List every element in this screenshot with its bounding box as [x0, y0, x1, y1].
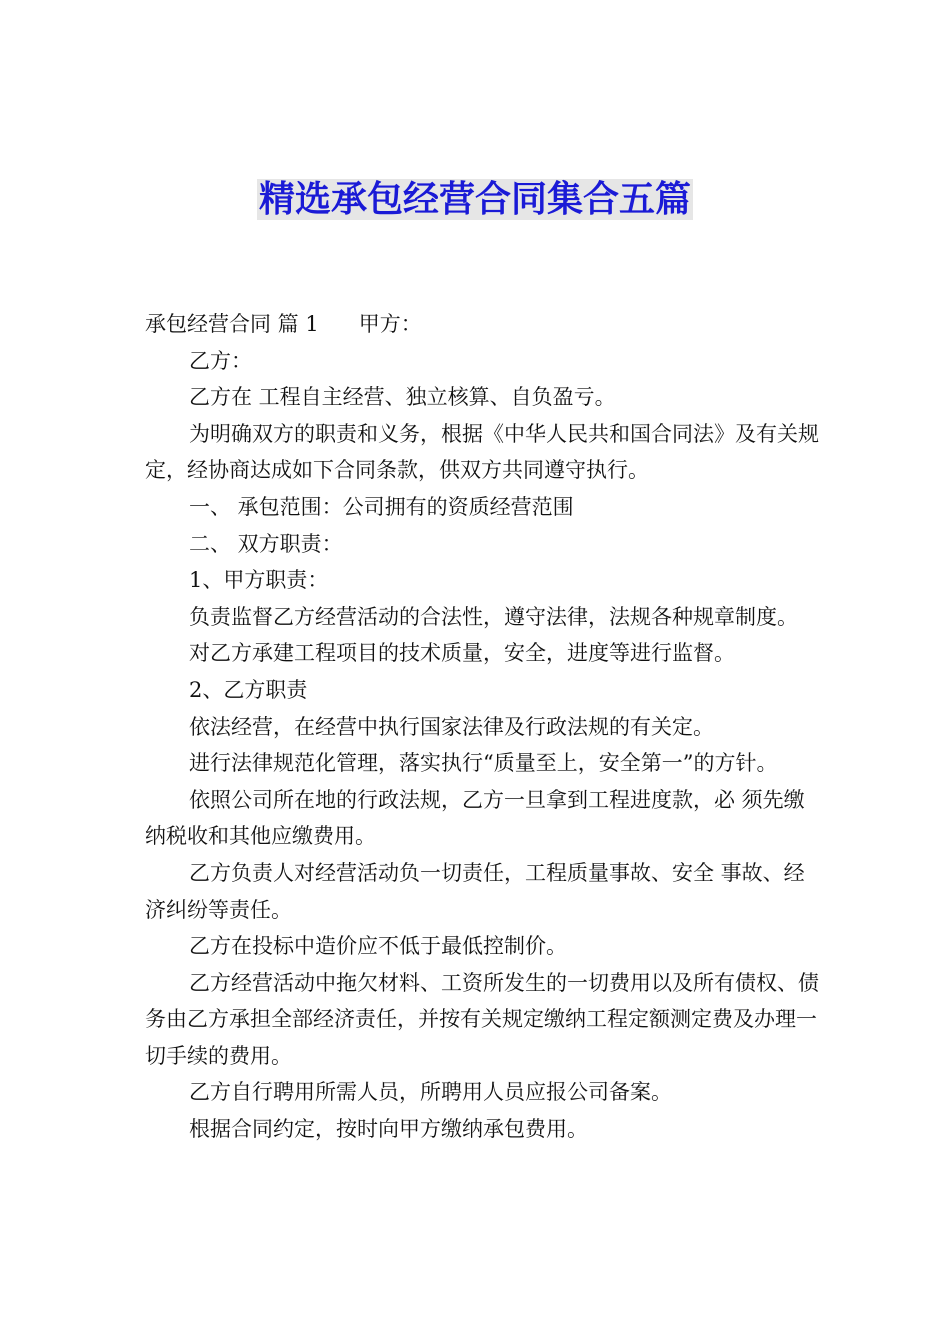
document-body: [145, 306, 825, 1148]
contract-header-line: [145, 306, 825, 343]
paragraph: 乙方：: [189, 348, 252, 373]
paragraph: 乙方自行聘用所需人员，所聘用人员应报公司备案。: [189, 1080, 672, 1105]
section-heading: 一、 承包范围：公司拥有的资质经营范围: [189, 494, 574, 519]
paragraph: 进行法律规范化管理，落实执行“质量至上，安全第一”的方针。: [189, 751, 778, 776]
subsection-heading: 1、甲方职责：: [189, 568, 329, 593]
paragraph: 乙方负责人对经营活动负一切责任，工程质量事故、安全 事故、经济纠纷等责任。: [145, 860, 805, 922]
subsection-heading: 2、乙方职责: [189, 677, 308, 702]
paragraph: 乙方经营活动中拖欠材料、工资所发生的一切费用以及所有债权、债务由乙方承担全部经济责任，并按有关规定缴纳工程定额测定费及办理一切手续的费用。: [145, 970, 819, 1068]
paragraph: 根据合同约定，按时向甲方缴纳承包费用。: [189, 1117, 588, 1142]
paragraph: 依法经营，在经营中执行国家法律及行政法规的有关定。: [189, 714, 714, 739]
paragraph: 为明确双方的职责和义务，根据《中华人民共和国合同法》及有关规定，经协商达成如下合同条款，供双方共同遵守执行。: [145, 421, 819, 483]
paragraph: 乙方在投标中造价应不低于最低控制价。: [189, 934, 567, 959]
contract-heading: 承包经营合同 篇 1: [145, 312, 319, 336]
party-a-label: 甲方：: [358, 312, 422, 336]
section-heading: 二、 双方职责：: [189, 531, 343, 556]
paragraph: 乙方在 工程自主经营、独立核算、自负盈亏。: [189, 385, 616, 410]
paragraph: 对乙方承建工程项目的技术质量，安全，进度等进行监督。: [189, 641, 735, 666]
paragraph: 依照公司所在地的行政法规，乙方一旦拿到工程进度款，必 须先缴纳税收和其他应缴费用。: [145, 787, 805, 849]
paragraph: 负责监督乙方经营活动的合法性，遵守法律，法规各种规章制度。: [189, 604, 798, 629]
document-title-text: 精选承包经营合同集合五篇: [258, 179, 691, 220]
document-title: [0, 178, 950, 222]
